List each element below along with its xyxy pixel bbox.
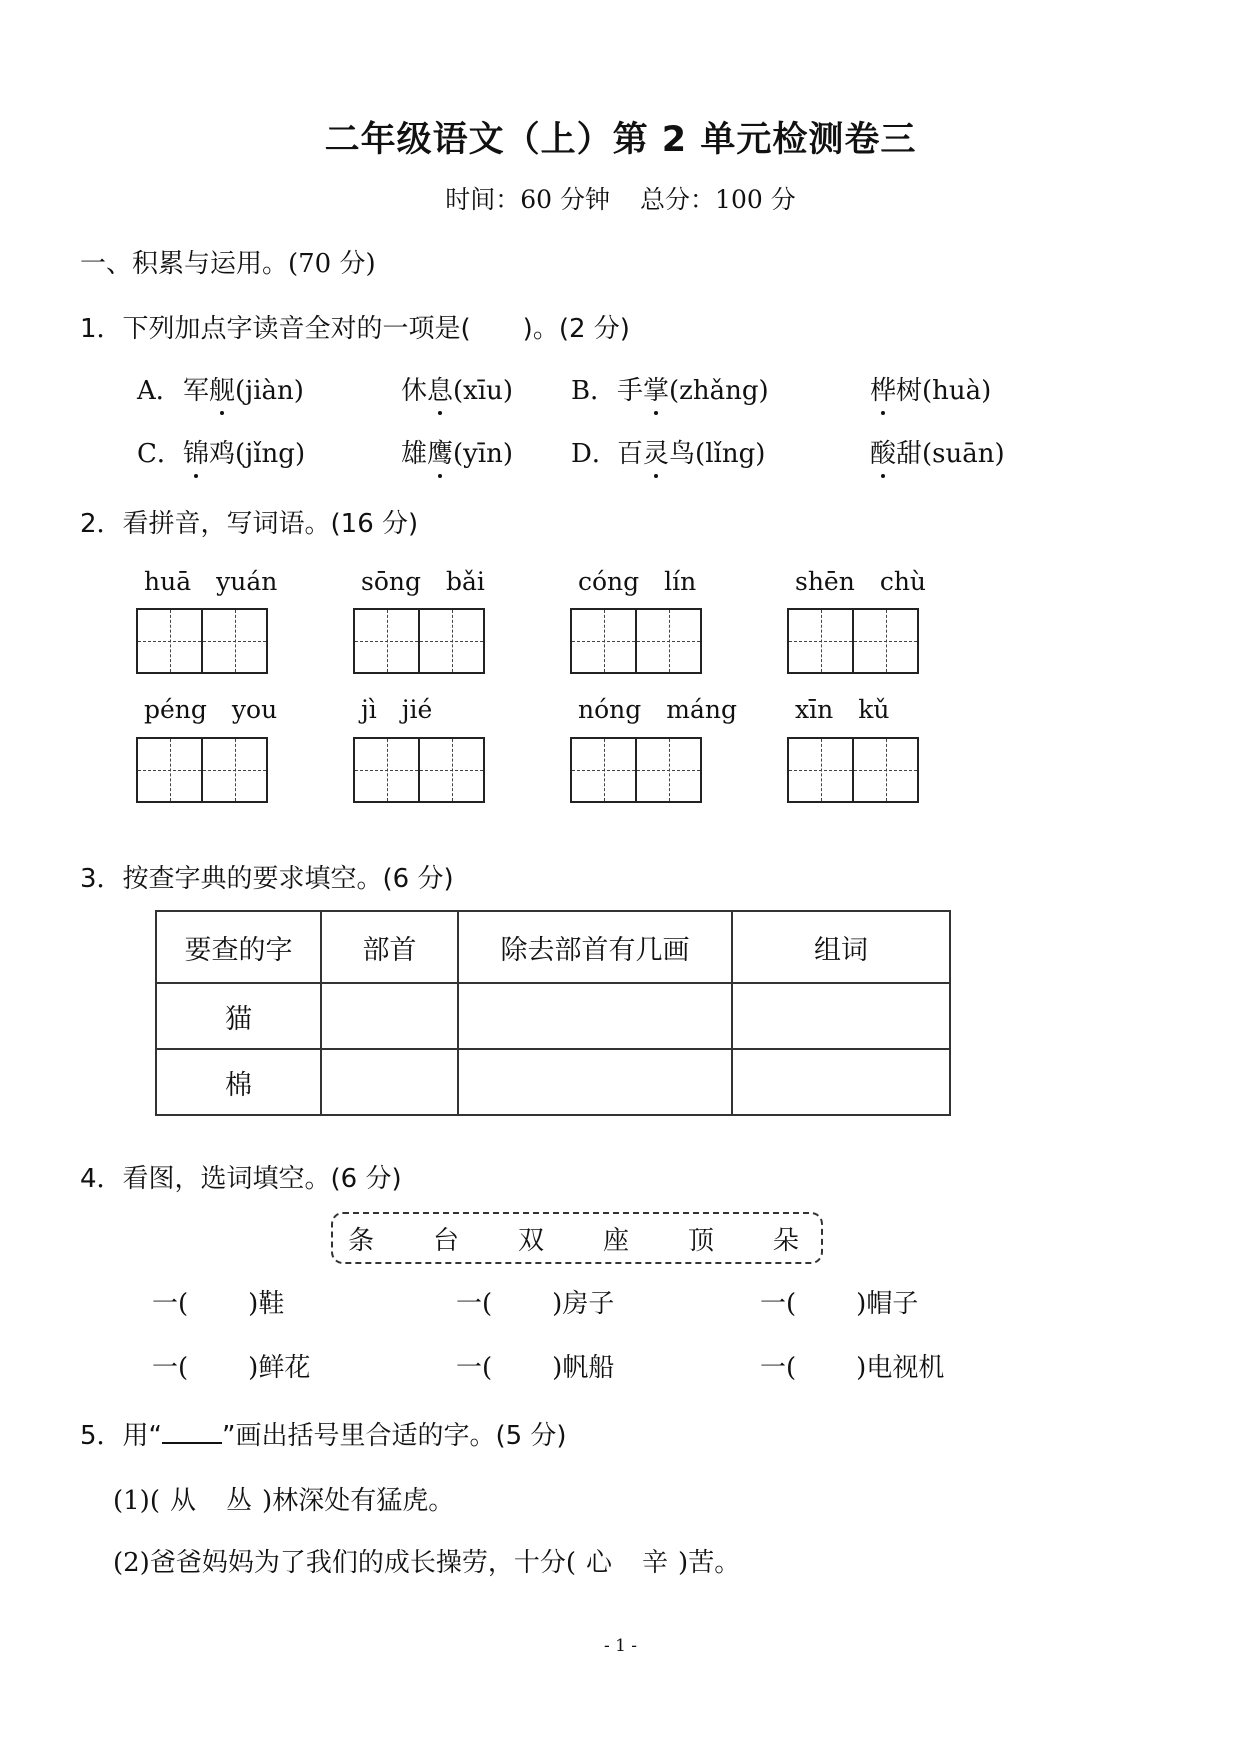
- blank-close: ): [856, 1353, 867, 1383]
- question-1-prompt: 1．下列加点字读音全对的一项是( )。(2 分): [80, 314, 630, 344]
- time-limit: 时间：60 分钟: [445, 185, 611, 214]
- pinyin-text: (jiàn): [235, 376, 304, 406]
- word-bank-item: 座: [602, 1225, 629, 1256]
- option-word: [870, 433, 1005, 470]
- pinyin-prompt: shēn chù: [795, 567, 927, 596]
- blank-noun: 帽子: [866, 1289, 919, 1319]
- character-text: 手: [617, 376, 644, 406]
- answer-blank[interactable]: [492, 1353, 552, 1383]
- pinyin-prompt: xīn kǔ: [795, 695, 890, 724]
- character-text: 甜: [896, 439, 923, 469]
- blank-noun: 房子: [562, 1289, 615, 1319]
- word-bank-item: 顶: [687, 1225, 714, 1256]
- answer-blank[interactable]: [796, 1289, 856, 1319]
- writing-cell[interactable]: [635, 739, 700, 801]
- table-header: 除去部首有几画: [458, 911, 732, 983]
- answer-cell-radical[interactable]: [321, 1049, 458, 1115]
- writing-grid[interactable]: [136, 737, 268, 803]
- measure-word-blank: [152, 1347, 310, 1384]
- character-text: 军: [183, 376, 210, 406]
- bracket-close: ): [262, 1486, 273, 1516]
- pinyin-prompt: nóng máng: [578, 695, 737, 724]
- choice-character[interactable]: 辛: [642, 1548, 669, 1578]
- option-c[interactable]: [137, 433, 513, 470]
- sentence-text: 爸爸妈妈为了我们的成长操劳，十分: [149, 1548, 566, 1578]
- character-text: 休: [401, 376, 428, 406]
- bracket-open: (: [565, 1548, 577, 1578]
- item-number: (2): [113, 1548, 150, 1578]
- option-b[interactable]: [571, 370, 991, 407]
- word-bank-item: 朵: [772, 1225, 799, 1256]
- writing-cell[interactable]: [201, 610, 266, 672]
- measure-word-blank: [456, 1347, 614, 1384]
- writing-cell[interactable]: [138, 610, 201, 672]
- section-heading: 一、积累与运用。(70 分): [80, 249, 376, 279]
- bracket-open: (: [149, 1486, 160, 1516]
- blank-prefix: 一(: [760, 1353, 797, 1383]
- writing-cell[interactable]: [201, 739, 266, 801]
- option-d[interactable]: [571, 433, 1005, 470]
- word-bank: [331, 1212, 823, 1264]
- answer-blank[interactable]: [492, 1289, 552, 1319]
- blank-close: ): [552, 1289, 563, 1319]
- character-text: 雄: [401, 439, 428, 469]
- pinyin-text: (jǐng): [235, 439, 306, 469]
- option-word: [183, 370, 401, 407]
- dotted-character: 锦: [183, 439, 210, 469]
- item-number: (1): [113, 1486, 150, 1516]
- pinyin-prompt: sōng bǎi: [361, 567, 485, 596]
- measure-word-blank: [152, 1283, 284, 1320]
- word-bank-item: 台: [432, 1225, 459, 1256]
- blank-noun: 鲜花: [258, 1353, 311, 1383]
- option-word: [401, 433, 513, 470]
- writing-cell[interactable]: [852, 739, 917, 801]
- option-letter: B．: [571, 376, 617, 406]
- writing-grid[interactable]: [353, 737, 485, 803]
- option-word: [617, 370, 870, 407]
- writing-grid[interactable]: [787, 608, 919, 674]
- table-header: 组词: [732, 911, 950, 983]
- choice-character[interactable]: 丛: [226, 1486, 253, 1516]
- answer-cell-word[interactable]: [732, 983, 950, 1049]
- option-letter: C．: [137, 439, 183, 469]
- page-number: - 1 -: [603, 1636, 638, 1656]
- sentence-text: 林深处有猛虎。: [272, 1486, 455, 1516]
- writing-cell[interactable]: [138, 739, 201, 801]
- dictionary-table: [155, 910, 951, 1116]
- blank-noun: 电视机: [866, 1353, 945, 1383]
- dotted-character: 桦: [870, 376, 897, 406]
- answer-cell-word[interactable]: [732, 1049, 950, 1115]
- blank-prefix: 一(: [760, 1289, 797, 1319]
- question-4-prompt: 4．看图，选词填空。(6 分): [80, 1164, 402, 1194]
- writing-cell[interactable]: [789, 610, 852, 672]
- writing-cell[interactable]: [635, 610, 700, 672]
- word-bank-item: 双: [517, 1225, 544, 1256]
- table-cell-character: 棉: [156, 1049, 321, 1115]
- total-score: 总分：100 分: [640, 185, 796, 214]
- writing-cell[interactable]: [789, 739, 852, 801]
- measure-word-blank: [456, 1283, 614, 1320]
- sentence-2: [113, 1542, 740, 1579]
- writing-cell[interactable]: [852, 610, 917, 672]
- answer-blank[interactable]: [188, 1353, 248, 1383]
- underline-sample: [162, 1420, 222, 1444]
- dotted-character: 酸: [870, 439, 897, 469]
- option-letter: D．: [571, 439, 618, 469]
- blank-close: ): [552, 1353, 563, 1383]
- answer-cell-strokes[interactable]: [458, 983, 732, 1049]
- writing-grid[interactable]: [353, 608, 485, 674]
- option-word: [617, 433, 870, 470]
- blank-close: ): [248, 1289, 259, 1319]
- pinyin-text: (huà): [922, 376, 992, 406]
- measure-word-blank: [760, 1347, 944, 1384]
- table-header: 部首: [321, 911, 458, 983]
- character-text: 树: [896, 376, 923, 406]
- blank-prefix: 一(: [152, 1289, 189, 1319]
- writing-grid[interactable]: [136, 608, 268, 674]
- blank-prefix: 一(: [456, 1289, 493, 1319]
- pinyin-prompt: cóng lín: [578, 567, 697, 596]
- question-3-prompt: 3．按查字典的要求填空。(6 分): [80, 864, 454, 894]
- dotted-character: 息: [427, 376, 454, 406]
- pinyin-prompt: huā yuán: [144, 567, 278, 596]
- character-text: 鸡: [209, 439, 236, 469]
- writing-cell[interactable]: [418, 739, 483, 801]
- writing-grid[interactable]: [570, 737, 702, 803]
- writing-cell[interactable]: [355, 739, 418, 801]
- sentence-text: 苦。: [688, 1548, 741, 1578]
- answer-blank[interactable]: [188, 1289, 248, 1319]
- blank-close: ): [856, 1289, 867, 1319]
- answer-blank[interactable]: [796, 1353, 856, 1383]
- table-header-row: [156, 911, 950, 983]
- blank-noun: 鞋: [258, 1289, 285, 1319]
- page-title: 二年级语文（上）第 2 单元检测卷三: [324, 120, 917, 160]
- pinyin-text: (xīu): [453, 376, 514, 406]
- writing-cell[interactable]: [355, 610, 418, 672]
- choice-character[interactable]: 心: [586, 1548, 613, 1578]
- dotted-character: 掌: [643, 376, 670, 406]
- writing-cell[interactable]: [418, 610, 483, 672]
- question-5-prompt-start: 5．用“: [80, 1421, 163, 1451]
- option-a[interactable]: [137, 370, 513, 407]
- question-5-prompt-end: ”画出括号里合适的字。(5 分): [222, 1421, 567, 1451]
- blank-close: ): [248, 1353, 259, 1383]
- table-row: [156, 1049, 950, 1115]
- exam-info: [0, 180, 1241, 216]
- question-5-prompt: [80, 1415, 567, 1452]
- question-2-prompt: 2．看拼音，写词语。(16 分): [80, 509, 419, 539]
- dotted-character: 舰: [209, 376, 236, 406]
- dotted-character: 灵: [643, 439, 670, 469]
- pinyin-text: (zhǎng): [669, 376, 769, 406]
- word-bank-item: 条: [348, 1225, 375, 1256]
- table-header: 要查的字: [156, 911, 321, 983]
- writing-grid[interactable]: [570, 608, 702, 674]
- blank-noun: 帆船: [562, 1353, 615, 1383]
- answer-cell-radical[interactable]: [321, 983, 458, 1049]
- pinyin-text: (yīn): [453, 439, 514, 469]
- pinyin-text: (suān): [922, 439, 1005, 469]
- option-word: [183, 433, 401, 470]
- blank-prefix: 一(: [456, 1353, 493, 1383]
- table-row: [156, 983, 950, 1049]
- pinyin-prompt: péng you: [144, 695, 278, 724]
- pinyin-prompt: jì jié: [361, 695, 433, 724]
- character-text: 百: [617, 439, 644, 469]
- sentence-1: [113, 1480, 454, 1517]
- table-cell-character: 猫: [156, 983, 321, 1049]
- dotted-character: 鹰: [427, 439, 454, 469]
- writing-grid[interactable]: [787, 737, 919, 803]
- blank-prefix: 一(: [152, 1353, 189, 1383]
- answer-cell-strokes[interactable]: [458, 1049, 732, 1115]
- option-word: [870, 370, 991, 407]
- option-word: [401, 370, 513, 407]
- choice-character[interactable]: 从: [170, 1486, 197, 1516]
- character-text: 鸟: [669, 439, 696, 469]
- bracket-close: ): [678, 1548, 689, 1578]
- option-letter: A．: [137, 376, 182, 406]
- measure-word-blank: [760, 1283, 918, 1320]
- writing-cell[interactable]: [572, 739, 635, 801]
- writing-cell[interactable]: [572, 610, 635, 672]
- pinyin-text: (lǐng): [695, 439, 766, 469]
